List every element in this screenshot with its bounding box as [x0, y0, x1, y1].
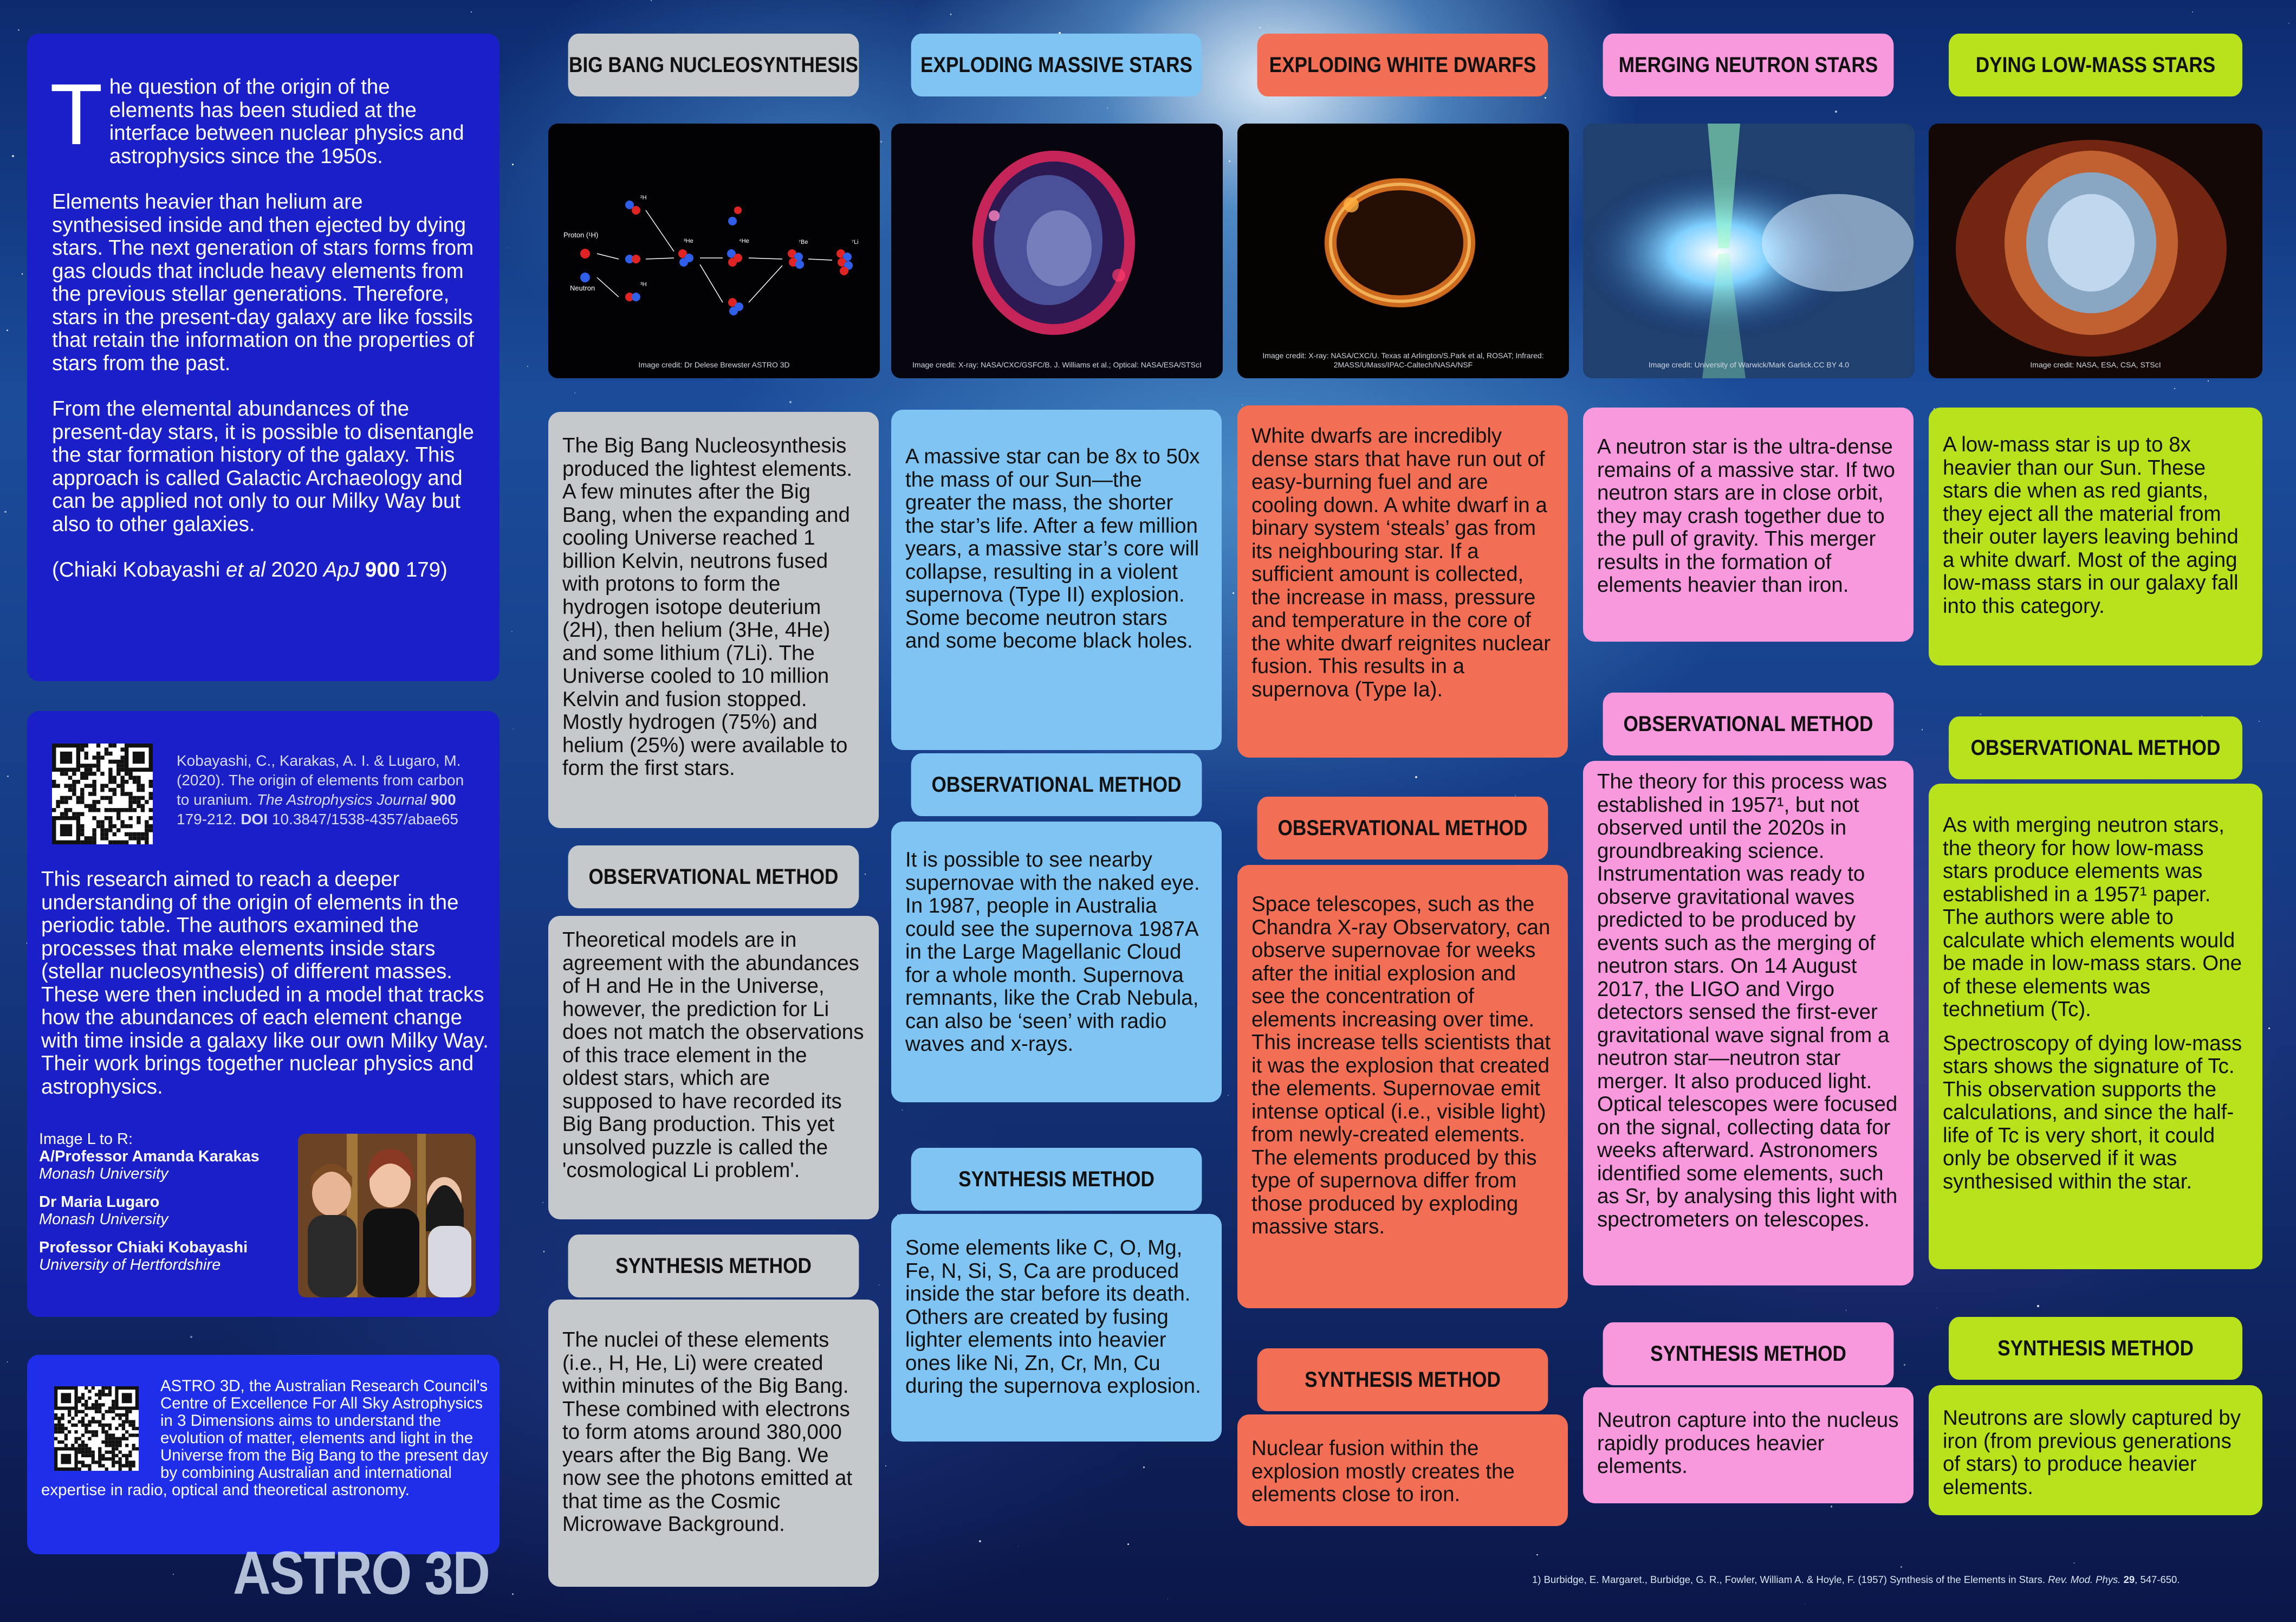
- people-caption: [39, 1130, 310, 1274]
- person-2: Dr Maria Lugaro Monash University: [39, 1193, 168, 1228]
- background-star: [1536, 1554, 1538, 1555]
- background-star: [885, 1465, 886, 1466]
- diagram-neutron-label: Neutron: [570, 284, 595, 292]
- intro-dropcap: T: [50, 66, 103, 163]
- intro-paragraph-1: he question of the origin of the elements has been studied at the interface between nuclear physics and astrophysics since the 1950s.: [109, 75, 464, 168]
- desc-massive-stars: A massive star can be 8x to 50x the mass of our Sun—the greater the mass, the shorter the star’s life. After a few million years, a massive star’s core will collapse, resulting in a violent supernova (Type II) explosion. Some become neutron stars and some become black holes.: [891, 410, 1222, 750]
- image-white-dwarf-remnant: [1237, 124, 1569, 378]
- header-syn-neutron-stars: SYNTHESIS METHOD: [1603, 1322, 1894, 1385]
- intro-paragraph-2: Elements heavier than helium are synthesised inside and then ejected by dying stars. The next generation of stars forms from gas clouds that include heavy elements from the previous stellar generations. Therefore, stars in the present-day galaxy are like fossils that retain the information on the properties of stars from the past.: [52, 190, 475, 375]
- intro-citation: (Chiaki Kobayashi et al 2020 ApJ 900 179): [52, 558, 447, 581]
- obs-low-mass-stars-p1: As with merging neutron stars, the theory for how low-mass stars produce elements was established in a 1957¹ paper. The authors were able to calculate which elements would be made in low-mass stars. One of these elements was technetium (Tc).: [1943, 813, 2242, 1021]
- diagram-label-7be: ⁷Be: [799, 239, 808, 245]
- desc-low-mass-stars: A low-mass star is up to 8x heavier than our Sun. These stars die when as red giants, they eject all the material from their outer layers leaving behind a white dwarf. Most of the aging low-mass stars in our galaxy fall into this category.: [1929, 408, 2262, 665]
- background-star: [18, 29, 20, 31]
- astro3d-panel: [27, 1355, 500, 1554]
- syn-massive-stars: Some elements like C, O, Mg, Fe, N, Si, S, Ca are produced inside the star before its death. Others are created by fusing lighter elements into heavier ones like Ni, Zn, Cr, Mn, Cu during the supernova explosion.: [891, 1214, 1222, 1442]
- syn-big-bang: The nuclei of these elements (i.e., H, He, Li) were created within minutes of the Big Bang. These combined with electrons to form atoms around 380,000 years after the Big Bang. We now see the photons emitted at that time as the Cosmic Microwave Background.: [548, 1300, 879, 1587]
- background-star: [1259, 27, 1260, 28]
- background-star: [527, 366, 528, 367]
- obs-massive-stars: It is possible to see nearby supernovae with the naked eye. In 1987, people in Australia could see the supernova 1987A in the Large Magellanic Cloud for a whole month. Supernova remnants, like the Crab Nebula, can also be ‘seen’ with radio waves and x-rays.: [891, 822, 1222, 1102]
- background-star: [12, 155, 14, 157]
- diagram-label-3he: ³He: [684, 238, 693, 244]
- background-star: [7, 776, 9, 777]
- diagram-label-3h: ³H: [640, 281, 647, 288]
- diagram-label-4he: ⁴He: [739, 238, 749, 244]
- header-big-bang: BIG BANG NUCLEOSYNTHESIS: [568, 34, 859, 96]
- background-star: [574, 392, 575, 393]
- header-low-mass-stars: DYING LOW-MASS STARS: [1949, 34, 2242, 96]
- background-star: [7, 329, 8, 331]
- background-star: [2259, 721, 2260, 722]
- research-summary: This research aimed to reach a deeper understanding of the origin of elements in the periodic table. The authors examined the processes that make elements inside stars (stellar nucleosynthesis) of different masses. These were then included in a model that tracks how the abundances of each element change with time inside a galaxy like our own Milky Way. Their work brings together nuclear physics and astrophysics.: [41, 868, 489, 1098]
- credit-massive-stars: Image credit: X-ray: NASA/CXC/GSFC/B. J. Williams et al.; Optical: NASA/ESA/STScI: [912, 360, 1202, 369]
- nucleosynthesis-diagram: [548, 124, 880, 378]
- background-star: [1901, 1566, 1902, 1568]
- background-star: [1229, 160, 1230, 162]
- background-star: [2288, 23, 2289, 24]
- header-syn-low-mass-stars: SYNTHESIS METHOD: [1949, 1317, 2242, 1380]
- background-star: [512, 1593, 514, 1595]
- header-obs-white-dwarfs: OBSERVATIONAL METHOD: [1257, 797, 1548, 860]
- background-star: [1242, 404, 1243, 405]
- image-planetary-nebula: [1929, 124, 2262, 378]
- background-star: [1831, 1505, 1833, 1508]
- credit-low-mass-stars: Image credit: NASA, ESA, CSA, STScI: [2030, 360, 2161, 369]
- intro-paragraph-3: From the elemental abundances of the present-day stars, it is possible to disentangle the star formation history of the galaxy. This approach is called Galactic Archaeology and can be applied not only to our Milky Way but also to other galaxies.: [52, 397, 474, 536]
- astro3d-logo: ASTRO 3D: [233, 1539, 490, 1607]
- header-massive-stars: EXPLODING MASSIVE STARS: [911, 34, 1202, 96]
- background-star: [511, 631, 513, 632]
- header-white-dwarfs: EXPLODING WHITE DWARFS: [1257, 34, 1548, 96]
- image-neutron-star-merger: [1583, 124, 1915, 378]
- background-star: [4, 511, 7, 513]
- image-caption-label: Image L to R:: [39, 1130, 133, 1148]
- intro-panel: [27, 34, 500, 681]
- background-star: [512, 164, 514, 165]
- header-syn-massive-stars: SYNTHESIS METHOD: [911, 1148, 1202, 1211]
- reference-panel: [27, 711, 500, 1317]
- obs-low-mass-stars: [1929, 784, 2262, 1269]
- syn-neutron-stars: Neutron capture into the nucleus rapidly produces heavier elements.: [1583, 1387, 1914, 1503]
- background-star: [1127, 1543, 1129, 1545]
- background-star: [1168, 1598, 1169, 1599]
- credit-big-bang: Image credit: Dr Delese Brewster ASTRO 3D: [638, 360, 790, 369]
- diagram-label-7li: ⁷Li: [852, 239, 859, 245]
- background-star: [1228, 1095, 1229, 1096]
- background-star: [22, 273, 23, 274]
- background-star: [513, 728, 514, 729]
- background-star: [1846, 1310, 1847, 1311]
- syn-low-mass-stars: Neutrons are slowly captured by iron (from previous generations of stars) to produce heavier elements.: [1929, 1385, 2262, 1515]
- image-big-bang-diagram: [548, 124, 880, 378]
- background-star: [1545, 97, 1546, 99]
- paper-reference: Kobayashi, C., Karakas, A. I. & Lugaro, M. (2020). The origin of elements from carbon to uranium. The Astrophysics Journal 900 179-212. DOI 10.3847/1538-4357/abae65: [177, 752, 464, 828]
- header-neutron-stars: MERGING NEUTRON STARS: [1603, 34, 1894, 96]
- background-star: [542, 1202, 543, 1203]
- obs-low-mass-stars-p2: Spectroscopy of dying low-mass stars shows the signature of Tc. This observation supports the calculations, and since the half-life of Tc is very short, it could only be observed if it was synthesised within the star.: [1943, 1031, 2242, 1193]
- background-star: [1835, 111, 1837, 113]
- background-star: [2174, 388, 2175, 389]
- syn-white-dwarfs: Nuclear fusion within the explosion mostly creates the elements close to iron.: [1237, 1414, 1568, 1526]
- header-obs-massive-stars: OBSERVATIONAL METHOD: [911, 753, 1202, 816]
- background-star: [2192, 11, 2193, 12]
- background-star: [471, 11, 472, 12]
- background-star: [1904, 1364, 1905, 1366]
- intro-text: [50, 66, 475, 582]
- authors-photo: [298, 1134, 476, 1297]
- obs-neutron-stars: The theory for this process was established in 1957¹, but not observed until the 2020s in groundbreaking science. Instrumentation was ready to observe gravitational waves predicted to be produced by events such as the merging of neutron stars. On 14 August 2017, the LIGO and Virgo detectors sensed the first-ever gravitational wave signal from a neutron star—neutron star merger. It also produced light. Optical telescopes were focused on the signal, collecting data for weeks afterward. Astronomers identified some elements, such as Sr, by analysing this light with spectrometers on telescopes.: [1583, 761, 1914, 1285]
- obs-big-bang: Theoretical models are in agreement with the abundances of H and He in the Universe, however, the prediction for Li does not match the observations of this trace element in the oldest stars, which are supposed to have recorded its Big Bang production. This yet unsolved puzzle is called the 'cosmological Li problem'.: [548, 916, 879, 1219]
- background-star: [1018, 1546, 1019, 1547]
- background-star: [1415, 776, 1417, 778]
- header-obs-big-bang: OBSERVATIONAL METHOD: [568, 845, 859, 908]
- credit-white-dwarfs: Image credit: X-ray: NASA/CXC/U. Texas at Arlington/S.Park et al, ROSAT; Infrared: 2MASS/UMass/IPAC-Caltech/NASA/NSF: [1262, 351, 1544, 369]
- background-star: [2268, 1028, 2270, 1029]
- person-1: A/Professor Amanda Karakas Monash University: [39, 1148, 260, 1182]
- background-star: [2208, 380, 2209, 382]
- background-star: [1980, 714, 1981, 715]
- background-star: [950, 14, 951, 15]
- desc-neutron-stars: A neutron star is the ultra-dense remains of a massive star. If two neutron stars are in close orbit, they may crash together due to the pull of gravity. This merger results in the formation of elements heavier than iron.: [1583, 408, 1914, 642]
- image-supernova-remnant: [891, 124, 1223, 378]
- credit-neutron-stars: Image credit: University of Warwick/Mark Garlick.CC BY 4.0: [1648, 360, 1850, 369]
- diagram-label-2h: ²H: [640, 195, 647, 201]
- desc-big-bang: The Big Bang Nucleosynthesis produced the lightest elements. A few minutes after the Big Bang, when the expanding and cooling Universe reached 1 billion Kelvin, neutrons fused with protons to form the hydrogen isotope deuterium (2H), then helium (3He, 4He) and some lithium (7Li). The Universe cooled to 10 million Kelvin and fusion stopped. Mostly hydrogen (75%) and helium (25%) were available to form the first stars.: [548, 412, 879, 828]
- background-star: [7, 1361, 8, 1362]
- background-star: [173, 1574, 174, 1575]
- header-obs-low-mass-stars: OBSERVATIONAL METHOD: [1949, 716, 2242, 779]
- background-star: [190, 1336, 192, 1338]
- background-star: [651, 0, 652, 1]
- background-star: [979, 1540, 981, 1542]
- background-star: [2073, 1562, 2075, 1564]
- background-star: [2037, 1305, 2039, 1307]
- astro3d-description: ASTRO 3D, the Australian Research Council's Centre of Excellence For All Sky Astrophysics in 3 Dimensions aims to understand the evolution of matter, elements and light in the Universe from the Big Bang to the present day by combining Australian and international expertise in radio, optical and theoretical astronomy.: [41, 1377, 489, 1499]
- background-star: [1515, 795, 1516, 797]
- desc-white-dwarfs: White dwarfs are incredibly dense stars that have run out of easy-burning fuel and are cooling down. A white dwarf in a binary system ‘steals’ gas from its neighbouring star. If a sufficient amount is collected, the increase in mass, pressure and temperature in the core of the white dwarf reignites nuclear fusion. This results in a supernova (Type Ia).: [1237, 405, 1568, 758]
- person-3: Professor Chiaki Kobayashi University of Hertfordshire: [39, 1239, 248, 1274]
- obs-white-dwarfs: Space telescopes, such as the Chandra X-ray Observatory, can observe supernovae for weeks after the initial explosion and see the concentration of elements increasing over time. This increase tells scientists that it was the explosion that created the elements. Supernovae emit intense optical (i.e., visible light) from newly-created elements. The elements produced by this type of supernova differ from those produced by exploding massive stars.: [1237, 865, 1568, 1308]
- diagram-proton-label: Proton (¹H): [563, 231, 599, 239]
- background-star: [902, 1109, 903, 1110]
- background-star: [1922, 729, 1923, 730]
- background-star: [865, 874, 866, 875]
- background-star: [1143, 1466, 1145, 1468]
- header-syn-white-dwarfs: SYNTHESIS METHOD: [1257, 1348, 1548, 1411]
- qr-code-paper[interactable]: [52, 744, 153, 844]
- footnote: 1) Burbidge, E. Margaret., Burbidge, G. R., Fowler, William A. & Hoyle, F. (1957) Synthesis of the Elements in Stars. Rev. Mod. Phys. 29, 547-650.: [1532, 1574, 2180, 1585]
- background-star: [1233, 592, 1234, 593]
- background-star: [543, 1251, 545, 1252]
- background-star: [880, 141, 882, 143]
- background-star: [789, 401, 792, 403]
- background-star: [1107, 107, 1108, 108]
- header-obs-neutron-stars: OBSERVATIONAL METHOD: [1603, 693, 1894, 755]
- header-syn-big-bang: SYNTHESIS METHOD: [568, 1235, 859, 1297]
